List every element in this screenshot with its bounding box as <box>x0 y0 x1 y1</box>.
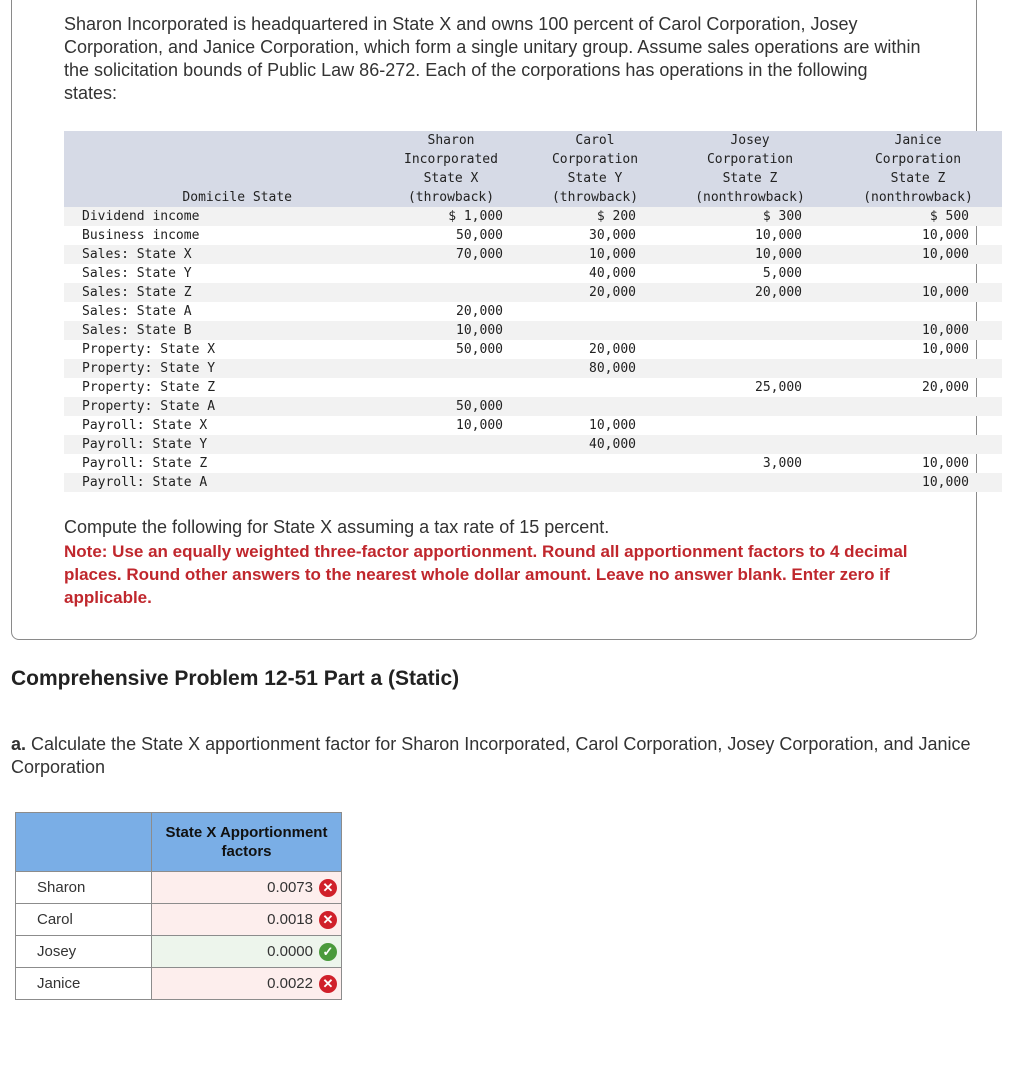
row-label: Property: State X <box>82 342 216 357</box>
table-cell <box>666 397 834 416</box>
table-header-row <box>64 169 1002 188</box>
table-row <box>64 302 1002 321</box>
x-icon: ✕ <box>319 911 337 929</box>
table-cell: 10,000 <box>834 473 1002 492</box>
table-cell: 5,000 <box>762 266 802 281</box>
table-cell: 10,000 <box>589 418 636 433</box>
header-cell: Corporation <box>666 150 834 169</box>
table-cell: 3,000 <box>762 456 802 471</box>
header-cell: Incorporated <box>378 150 524 169</box>
row-label: Business income <box>82 228 200 243</box>
table-cell <box>666 473 834 492</box>
table-row <box>64 264 1002 283</box>
row-label: Payroll: State Y <box>64 435 378 454</box>
table-cell <box>666 435 834 454</box>
answer-row-label: Janice <box>16 968 152 1000</box>
table-row <box>64 207 1002 226</box>
header-cell: State Y <box>524 169 666 188</box>
table-row <box>64 340 1002 359</box>
table-cell: 10,000 <box>834 321 1002 340</box>
table-cell <box>834 359 1002 378</box>
answer-value: 0.0018 <box>267 911 313 929</box>
table-cell: 20,000 <box>922 380 969 395</box>
table-cell <box>378 264 524 283</box>
row-label: Sales: State Z <box>64 283 378 302</box>
header-cell: Janice <box>834 131 1002 150</box>
answer-header-blank <box>16 813 152 872</box>
header-cell: (nonthrowback) <box>834 188 1002 207</box>
table-cell: 50,000 <box>456 228 503 243</box>
row-label: Property: State A <box>64 397 378 416</box>
table-cell <box>524 473 666 492</box>
row-label: Property: State Z <box>82 380 216 395</box>
table-cell <box>834 302 1002 321</box>
table-cell <box>666 302 834 321</box>
table-row <box>64 397 1002 416</box>
answer-input[interactable] <box>152 968 342 1000</box>
table-cell <box>834 397 1002 416</box>
table-cell: 20,000 <box>456 304 503 319</box>
table-cell: 10,000 <box>666 245 834 264</box>
header-cell <box>64 169 378 188</box>
table-row <box>64 226 1002 245</box>
answer-column-header: State X Apportionment factors <box>152 813 342 872</box>
answer-row-label: Sharon <box>16 872 152 904</box>
table-cell: 10,000 <box>456 418 503 433</box>
table-cell: 20,000 <box>524 283 666 302</box>
table-cell: 30,000 <box>589 228 636 243</box>
table-cell <box>834 264 1002 283</box>
table-row <box>64 416 1002 435</box>
table-cell: 50,000 <box>378 397 524 416</box>
answer-value: 0.0000 <box>267 943 313 961</box>
answer-value: 0.0022 <box>267 975 313 993</box>
row-label: Sales: State A <box>82 304 192 319</box>
answer-row-label: Josey <box>16 936 152 968</box>
answer-input[interactable] <box>152 872 342 904</box>
table-cell: $ 200 <box>524 207 666 226</box>
table-cell: $ 1,000 <box>378 207 524 226</box>
table-header-row <box>64 188 1002 207</box>
table-cell: 10,000 <box>922 456 969 471</box>
table-cell <box>834 435 1002 454</box>
table-cell: 20,000 <box>589 342 636 357</box>
answer-row <box>16 968 342 1000</box>
header-cell: (throwback) <box>524 188 666 207</box>
table-cell <box>378 435 524 454</box>
domicile-label: Domicile State <box>64 188 378 207</box>
row-label: Payroll: State A <box>64 473 378 492</box>
table-cell <box>378 454 524 473</box>
header-cell: Carol <box>524 131 666 150</box>
table-cell <box>834 416 1002 435</box>
answer-row <box>16 904 342 936</box>
table-cell: 10,000 <box>922 342 969 357</box>
table-cell <box>378 283 524 302</box>
table-row <box>64 435 1002 454</box>
answer-input[interactable] <box>152 936 342 968</box>
table-cell: 10,000 <box>922 228 969 243</box>
header-cell <box>64 150 378 169</box>
table-header-row <box>64 131 1002 150</box>
table-row <box>64 359 1002 378</box>
header-cell: State X <box>378 169 524 188</box>
header-cell: Josey <box>666 131 834 150</box>
row-label: Sales: State Y <box>82 266 192 281</box>
question-text <box>11 733 1011 779</box>
check-icon: ✓ <box>319 943 337 961</box>
header-cell: Corporation <box>524 150 666 169</box>
note-instruction: Note: Use an equally weighted three-factor apportionment. Round all apportionment factors to 4 decimal places. Round other answers to the nearest whole dollar amount. Leave no answer blank. Enter zero if applicable. <box>64 542 908 607</box>
x-icon: ✕ <box>319 879 337 897</box>
compute-instruction: Compute the following for State X assuming a tax rate of 15 percent. <box>64 517 610 537</box>
header-cell: Corporation <box>834 150 1002 169</box>
table-cell: 80,000 <box>524 359 666 378</box>
table-cell <box>378 359 524 378</box>
answer-row <box>16 872 342 904</box>
table-row <box>64 454 1002 473</box>
table-cell: $ 500 <box>834 207 1002 226</box>
header-cell: State Z <box>834 169 1002 188</box>
row-label: Payroll: State Z <box>82 456 208 471</box>
table-cell <box>378 473 524 492</box>
company-data-table <box>64 131 1002 492</box>
answer-value: 0.0073 <box>267 879 313 897</box>
table-cell <box>524 397 666 416</box>
table-row <box>64 473 1002 492</box>
table-row <box>64 245 1002 264</box>
question-prefix: a. <box>11 734 27 754</box>
x-icon: ✕ <box>319 975 337 993</box>
problem-intro: Sharon Incorporated is headquartered in State X and owns 100 percent of Carol Corporation, Josey Corporation, and Janice Corporation, which form a single unitary group. Assume sales operations are within the solicitation bounds of Public Law 86-272. Each of the corporations has operations in the following states: <box>64 14 921 103</box>
table-cell: 25,000 <box>755 380 802 395</box>
answer-table <box>15 812 342 1000</box>
header-cell: State Z <box>666 169 834 188</box>
row-label: Sales: State B <box>64 321 378 340</box>
table-cell <box>666 359 834 378</box>
table-header-row <box>64 150 1002 169</box>
table-cell: 10,000 <box>378 321 524 340</box>
table-row <box>64 378 1002 397</box>
question-body: Calculate the State X apportionment factor for Sharon Incorporated, Carol Corporation, Josey Corporation, and Janice Corporation <box>11 734 971 777</box>
table-cell <box>524 378 666 397</box>
table-cell <box>524 302 666 321</box>
header-cell: (throwback) <box>378 188 524 207</box>
row-label: Sales: State X <box>64 245 378 264</box>
row-label: Property: State Y <box>64 359 378 378</box>
table-cell <box>666 416 834 435</box>
header-cell: Sharon <box>378 131 524 150</box>
answer-input[interactable] <box>152 904 342 936</box>
table-cell <box>524 321 666 340</box>
table-cell: 10,000 <box>524 245 666 264</box>
table-cell: 40,000 <box>589 266 636 281</box>
table-cell <box>666 321 834 340</box>
table-cell: 70,000 <box>378 245 524 264</box>
answer-row <box>16 936 342 968</box>
table-cell: 10,000 <box>834 283 1002 302</box>
table-cell: 40,000 <box>524 435 666 454</box>
table-cell <box>378 378 524 397</box>
table-cell <box>666 340 834 359</box>
table-cell: 10,000 <box>834 245 1002 264</box>
header-cell <box>64 131 378 150</box>
table-cell <box>524 454 666 473</box>
row-label: Payroll: State X <box>82 418 208 433</box>
table-cell: $ 300 <box>666 207 834 226</box>
table-cell: 20,000 <box>666 283 834 302</box>
table-row <box>64 321 1002 340</box>
table-cell: 10,000 <box>755 228 802 243</box>
header-cell: (nonthrowback) <box>666 188 834 207</box>
section-heading: Comprehensive Problem 12-51 Part a (Static) <box>11 667 460 690</box>
table-row <box>64 283 1002 302</box>
row-label: Dividend income <box>64 207 378 226</box>
table-cell: 50,000 <box>456 342 503 357</box>
answer-row-label: Carol <box>16 904 152 936</box>
